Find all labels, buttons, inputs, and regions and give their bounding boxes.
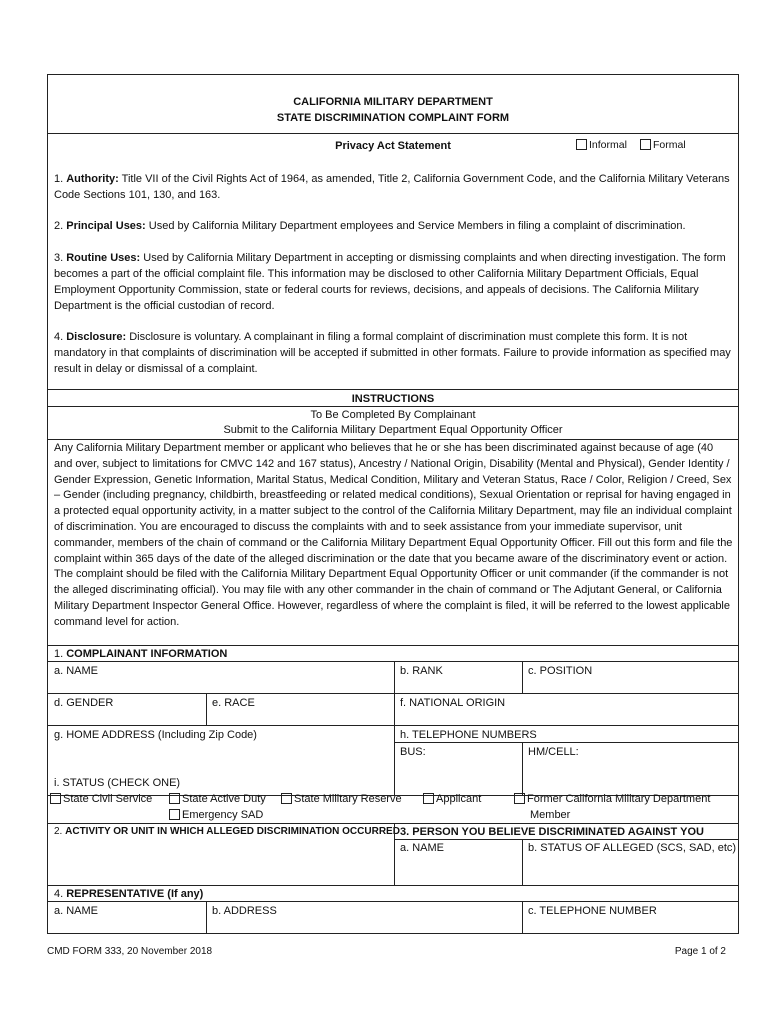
disclosure-text: Disclosure is voluntary. A complainant in filing a formal complaint of discrimination must complete this form. It is not mandatory in that complaints of discrimination will be accepted if submitted in other formats. Failure to provide information as specified may result in delay or dismissal of a complaint. bbox=[54, 331, 731, 375]
divider bbox=[48, 661, 738, 662]
formal-option[interactable] bbox=[640, 139, 686, 151]
complainant-race-label[interactable]: e. RACE bbox=[212, 697, 255, 709]
complainant-rank-label[interactable]: b. RANK bbox=[400, 665, 443, 677]
status-applicant[interactable] bbox=[423, 792, 481, 806]
formal-label: Formal bbox=[653, 139, 686, 151]
status-emergency-sad[interactable] bbox=[169, 808, 263, 822]
divider bbox=[48, 439, 738, 440]
telephone-label: h. TELEPHONE NUMBERS bbox=[400, 729, 537, 741]
divider bbox=[48, 693, 738, 694]
authority-text: Title VII of the Civil Rights Act of 1964, as amended, Title 2, California Government Code, and the California Military Veterans Code Sections 101, 130, and 163. bbox=[54, 173, 730, 201]
header-line-1: CALIFORNIA MILITARY DEPARTMENT bbox=[293, 96, 493, 108]
routine-paragraph bbox=[54, 250, 734, 314]
instructions-body: Any California Military Department member or applicant who believes that he or she has been discriminated against because of age (40 and over, subject to limitations for CMVC 142 and 167 status), Ancestry / National Origin, Disability (Mental and Physical), Gender Identity / Gender Expression, Genetic Information, Marital Status, Medical Condition, Military and Veteran Status, Race / Color, Religion / Creed, Sex – Gender (including pregnancy, childbirth, breastfeeding or related medical conditions), Sexual Orientation or reprisal for having engaged in a protected equal opportunity activity, in a matter subject to the control of the California Military Department, may file an individual complaint of discrimination. You are encouraged to discuss the complaints with and to seek assistance from your immediate supervisor, unit commander, members of the chain of command or the California Military Department Equal Opportunity Officer. Fill out this form and file the complaint within 365 days of the date of the alleged discrimination or the date that you became aware of the discriminatory event or action. The complaint should be filed with the California Military Department Equal Opportunity Officer or unit commander (if the commander is not the alleged discriminating official). You may file with any other commander in the chain of command or The Adjutant General, or California Military Department Inspector General Office. However, regardless of where the complaint is filed, it will be referred to the lowest applicable command level for action. bbox=[54, 442, 733, 628]
bus-phone-label[interactable]: BUS: bbox=[400, 746, 426, 758]
checkbox[interactable] bbox=[50, 793, 61, 804]
representative-address-label[interactable]: b. ADDRESS bbox=[212, 905, 277, 917]
formal-checkbox[interactable] bbox=[640, 139, 651, 150]
form-id: CMD FORM 333, 20 November 2018 bbox=[47, 946, 213, 957]
divider bbox=[206, 901, 207, 933]
home-cell-phone-label[interactable]: HM/CELL: bbox=[528, 746, 579, 758]
representative-section-title bbox=[54, 886, 203, 902]
instructions-title: INSTRUCTIONS bbox=[351, 393, 435, 405]
complainant-name-label[interactable]: a. NAME bbox=[54, 665, 99, 677]
person-status-label[interactable]: b. STATUS OF ALLEGED (SCS, SAD, etc) bbox=[528, 842, 737, 854]
checkbox[interactable] bbox=[514, 793, 525, 804]
status-option-label: Applicant bbox=[436, 793, 482, 805]
divider bbox=[48, 725, 738, 726]
privacy-title: Privacy Act Statement bbox=[335, 140, 451, 152]
divider bbox=[48, 133, 738, 134]
section-4-title: REPRESENTATIVE (If any) bbox=[66, 888, 204, 900]
principal-text: Used by California Military Department employees and Service Members in filing a complaint of discrimination. bbox=[145, 220, 686, 232]
authority-paragraph bbox=[54, 171, 734, 203]
checkbox[interactable] bbox=[423, 793, 434, 804]
disclosure-number: 4. bbox=[54, 331, 67, 343]
representative-name-label[interactable]: a. NAME bbox=[54, 905, 99, 917]
status-state-military-reserve[interactable] bbox=[281, 792, 402, 806]
status-former-member[interactable] bbox=[514, 792, 710, 806]
principal-title: Principal Uses: bbox=[66, 220, 146, 232]
activity-section-title bbox=[54, 824, 400, 840]
informal-label: Informal bbox=[589, 139, 627, 151]
disclosure-paragraph bbox=[54, 329, 734, 377]
form-header bbox=[48, 94, 738, 126]
complainant-position-label[interactable]: c. POSITION bbox=[528, 665, 593, 677]
divider bbox=[522, 901, 523, 933]
complaint-form bbox=[47, 74, 739, 934]
instructions-line-2: Submit to the California Military Department Equal Opportunity Officer bbox=[223, 424, 563, 436]
header-line-2: STATE DISCRIMINATION COMPLAINT FORM bbox=[276, 112, 510, 124]
status-option-label: Emergency SAD bbox=[182, 809, 264, 821]
checkbox[interactable] bbox=[281, 793, 292, 804]
authority-title: Authority: bbox=[66, 173, 119, 185]
person-name-label[interactable]: a. NAME bbox=[400, 842, 445, 854]
routine-text: Used by California Military Department in accepting or dismissing complaints and when directing investigation. The form becomes a part of the official complaint file. This information may be disclosed to other California Military Department Officials, Equal Employment Opportunity Commission, state or federal courts for reviews, decisions, and appeals of decisions. The California Military Department is the official custodian of record. bbox=[54, 252, 726, 312]
principal-number: 2. bbox=[54, 220, 67, 232]
status-former-member-line2: Member bbox=[530, 809, 571, 821]
section-1-number: 1. bbox=[54, 648, 67, 660]
complainant-gender-label[interactable]: d. GENDER bbox=[54, 697, 114, 709]
divider bbox=[48, 406, 738, 407]
divider bbox=[394, 823, 395, 885]
divider bbox=[48, 389, 738, 390]
complainant-national-origin-label[interactable]: f. NATIONAL ORIGIN bbox=[400, 697, 506, 709]
divider bbox=[522, 661, 523, 693]
principal-paragraph bbox=[54, 218, 734, 234]
routine-number: 3. bbox=[54, 252, 67, 264]
section-2-number: 2. bbox=[54, 826, 66, 837]
checkbox[interactable] bbox=[169, 793, 180, 804]
section-4-number: 4. bbox=[54, 888, 67, 900]
status-title: i. STATUS (CHECK ONE) bbox=[54, 777, 181, 789]
divider bbox=[394, 661, 395, 795]
divider bbox=[394, 742, 738, 743]
divider bbox=[522, 839, 523, 885]
status-state-civil-service[interactable] bbox=[50, 792, 152, 806]
divider bbox=[206, 693, 207, 725]
instructions-subtitle bbox=[48, 408, 738, 438]
disclosure-title: Disclosure: bbox=[66, 331, 127, 343]
person-section-title: 3. PERSON YOU BELIEVE DISCRIMINATED AGAINST YOU bbox=[400, 826, 704, 838]
checkbox[interactable] bbox=[169, 809, 180, 820]
status-state-active-duty[interactable] bbox=[169, 792, 266, 806]
section-2-title: ACTIVITY OR UNIT IN WHICH ALLEGED DISCRIMINATION OCCURRED bbox=[65, 826, 400, 837]
informal-option[interactable] bbox=[576, 139, 627, 151]
instructions-line-1: To Be Completed By Complainant bbox=[310, 409, 476, 421]
status-option-label: Former California Military Department bbox=[527, 793, 711, 805]
page-number: Page 1 of 2 bbox=[674, 946, 726, 957]
authority-number: 1. bbox=[54, 173, 67, 185]
representative-telephone-label[interactable]: c. TELEPHONE NUMBER bbox=[528, 905, 657, 917]
informal-checkbox[interactable] bbox=[576, 139, 587, 150]
section-1-title: COMPLAINANT INFORMATION bbox=[66, 648, 228, 660]
status-option-label: State Civil Service bbox=[63, 793, 153, 805]
divider bbox=[522, 742, 523, 795]
status-option-label: State Military Reserve bbox=[294, 793, 402, 805]
divider bbox=[48, 901, 738, 902]
status-option-label: State Active Duty bbox=[182, 793, 266, 805]
complainant-section-title bbox=[54, 646, 227, 662]
home-address-label[interactable]: g. HOME ADDRESS (Including Zip Code) bbox=[54, 729, 257, 741]
routine-title: Routine Uses: bbox=[66, 252, 141, 264]
